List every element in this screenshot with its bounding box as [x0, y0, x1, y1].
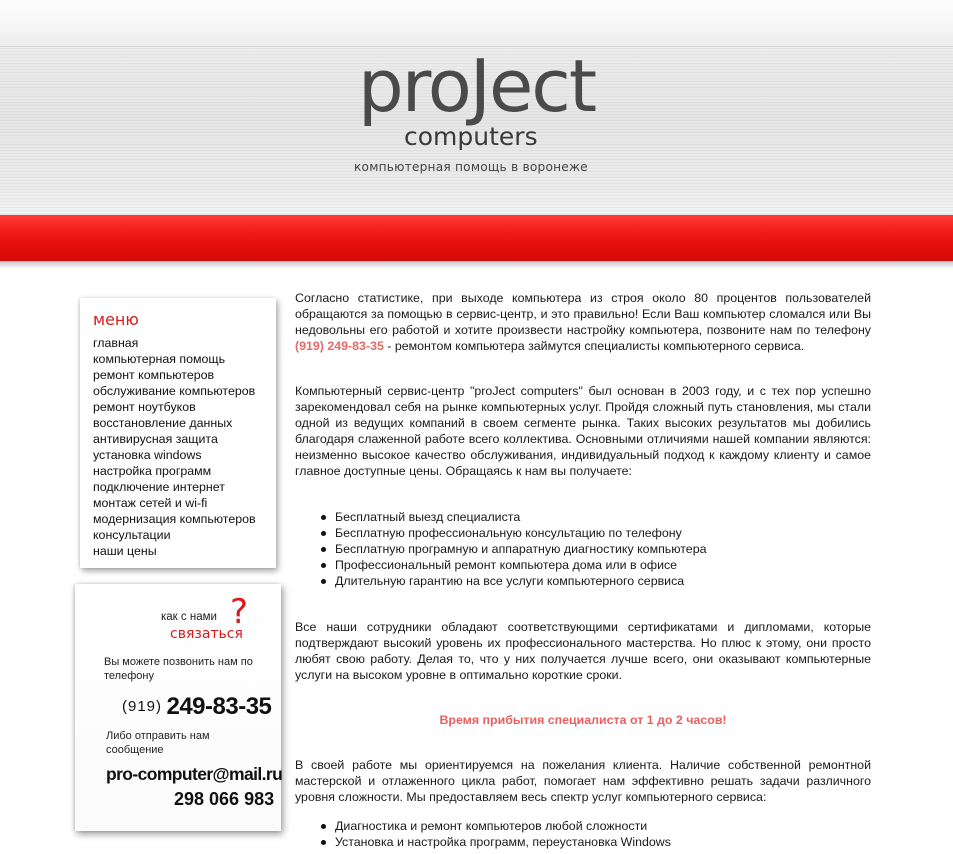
menu-item-data-recovery[interactable]: восстановление данных: [93, 416, 233, 430]
logo-tagline: компьютерная помощь в воронеже: [354, 160, 588, 174]
arrival-time-notice: Время прибытия специалиста от 1 до 2 часов!: [439, 713, 727, 727]
services-list: [295, 818, 671, 850]
list-item: Диагностика и ремонт компьютеров любой сложности: [295, 818, 671, 834]
menu-item-windows-install[interactable]: установка windows: [93, 448, 202, 462]
contact-call-text: Вы можете позвонить нам по телефону: [104, 656, 253, 682]
menu-item-laptop-repair[interactable]: ремонт ноутбуков: [93, 400, 196, 414]
contact-message-text: Либо отправить нам сообщение: [106, 730, 210, 756]
question-mark-icon: ?: [230, 592, 249, 632]
list-item: Профессиональный ремонт компьютера дома или в офисе: [295, 557, 706, 573]
menu-item-software-setup[interactable]: настройка программ: [93, 464, 212, 478]
about-paragraph: Компьютерный сервис-центр "proJect computers" был основан в 2003 году, и с тех пор успешно зарекомендовал себя на рынке компьютерных услуг. Пройдя сложный путь становления, мы стали одной из ведущих компаний в своем сегменте рынка. Таких высоких результатов мы добились благодаря слаженной работе всего коллектива. Основными отличиями нашей компании являются: неизменно высокое качество обслуживания, индивидуальный подход к каждому клиенту и самое главное доступные цены. Обращаясь к нам вы получаете:: [295, 384, 871, 478]
menu-item-internet[interactable]: подключение интернет: [93, 480, 225, 494]
phone-number: 249-83-35: [166, 693, 272, 720]
list-item: Установка и настройка программ, переустановка Windows: [295, 834, 671, 850]
menu-item-networks-wifi[interactable]: монтаж сетей и wi-fi: [93, 496, 208, 510]
contact-how-label: как с нами: [161, 611, 217, 623]
list-item: Бесплатную програмную и аппаратную диагностику компьютера: [295, 541, 706, 557]
contact-box: [75, 584, 281, 831]
menu-item-computer-repair[interactable]: ремонт компьютеров: [93, 368, 215, 382]
staff-paragraph: Все наши сотрудники обладают соответствующими сертификатами и дипломами, которые подтверждают высокий уровень их профессионального мастерства. Но плюс к этому, они просто любят свою работу. Делая то, что у них получается лучше всего, они оказывают компьютерные услуги на высоком уровне в оптимально короткие сроки.: [295, 620, 871, 682]
list-item: Длительную гарантию на все услуги компьютерного сервиса: [295, 573, 706, 589]
menu-item-home[interactable]: главная: [93, 336, 139, 350]
benefits-list: [295, 509, 706, 589]
site-header: [0, 0, 953, 268]
inline-phone-link[interactable]: (919) 249-83-35: [295, 339, 384, 353]
menu-title: меню: [93, 310, 139, 329]
menu-item-computer-help[interactable]: компьютерная помощь: [93, 352, 226, 366]
menu-item-computer-service[interactable]: обслуживание компьютеров: [93, 384, 256, 398]
intro-paragraph: [295, 290, 871, 354]
list-item: Бесплатную профессиональную консультацию по телефону: [295, 525, 706, 541]
menu-item-prices[interactable]: наши цены: [93, 544, 157, 558]
phone-code: (919): [122, 698, 163, 715]
logo-main-text[interactable]: proJect: [358, 44, 596, 128]
menu-list: [93, 335, 256, 559]
header-divider: [0, 261, 953, 268]
contact-email[interactable]: pro-computer@mail.ru: [106, 764, 283, 784]
logo-sub-text: computers: [404, 122, 538, 151]
contact-phone[interactable]: [122, 693, 271, 721]
menu-item-antivirus[interactable]: антивирусная защита: [93, 432, 218, 446]
contact-connect-label: связаться: [170, 626, 243, 642]
intro-text-end: - ремонтом компьютера займутся специалисты компьютерного сервиса.: [383, 339, 805, 353]
menu-item-consultations[interactable]: консультации: [93, 528, 171, 542]
header-red-bar: [0, 215, 953, 261]
contact-icq: 298 066 983: [174, 789, 275, 809]
list-item: Бесплатный выезд специалиста: [295, 509, 706, 525]
intro-text-start: Согласно статистике, при выходе компьютера из строя около 80 процентов пользователей обращаются за помощью в сервис-центр, и это правильно! Если Ваш компьютер сломался или Вы недовольны его работой и хотите произвести настройку компьютера, позвоните нам по телефону: [295, 291, 871, 337]
sidebar-menu: [80, 298, 276, 568]
services-paragraph: В своей работе мы ориентируемся на пожелания клиента. Наличие собственной ремонтной мастерской и отлаженного цикла работ, помогает нам эффективно решать задачи различного уровня сложности. Мы предоставляем весь спектр услуг компьютерного сервиса:: [295, 758, 871, 804]
menu-item-upgrade[interactable]: модернизация компьютеров: [93, 512, 256, 526]
